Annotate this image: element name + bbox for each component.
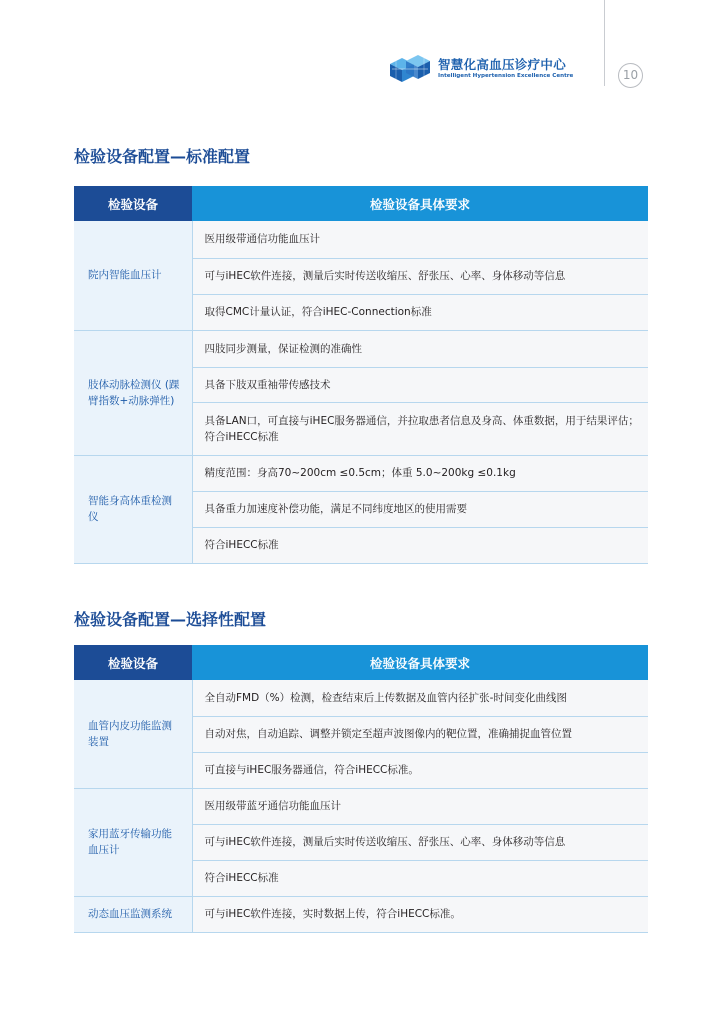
column-header-requirements: 检验设备具体要求 (192, 186, 648, 221)
requirement: 可与iHEC软件连接，测量后实时传送收缩压、舒张压、心率、身体移动等信息 (192, 824, 648, 860)
requirement: 医用级带蓝牙通信功能血压计 (192, 788, 648, 824)
header-divider (604, 0, 605, 86)
device-name: 动态血压监测系统 (74, 896, 192, 932)
requirement: 自动对焦，自动追踪、调整并锁定至超声波图像内的靶位置，准确捕捉血管位置 (192, 716, 648, 752)
requirement: 精度范围：身高70~200cm ≤0.5cm；体重 5.0~200kg ≤0.1kg (192, 455, 648, 491)
requirement: 符合iHECC标准 (192, 860, 648, 896)
device-name: 院内智能血压计 (74, 221, 192, 330)
requirement: 可与iHEC软件连接，实时数据上传，符合iHECC标准。 (192, 896, 648, 932)
requirement: 符合iHECC标准 (192, 527, 648, 563)
requirement: 四肢同步测量，保证检测的准确性 (192, 330, 648, 367)
optional-config-table (74, 645, 648, 933)
column-header-device: 检验设备 (74, 645, 192, 680)
page-number: 10 (618, 63, 643, 88)
table-row (74, 680, 648, 716)
column-header-requirements: 检验设备具体要求 (192, 645, 648, 680)
standard-config-table (74, 186, 648, 564)
requirement: 全自动FMD（%）检测，检查结束后上传数据及血管内径扩张-时间变化曲线图 (192, 680, 648, 716)
device-name: 血管内皮功能监测装置 (74, 680, 192, 788)
table-row (74, 788, 648, 824)
device-name: 家用蓝牙传输功能血压计 (74, 788, 192, 896)
column-header-device: 检验设备 (74, 186, 192, 221)
table-row (74, 221, 648, 258)
requirement: 可与iHEC软件连接，测量后实时传送收缩压、舒张压、心率、身体移动等信息 (192, 258, 648, 294)
brand (386, 53, 600, 89)
cube-logo-icon (386, 53, 434, 85)
table-header-row (74, 645, 648, 680)
table-row (74, 330, 648, 367)
brand-name-cn: 智慧化高血压诊疗中心 (438, 57, 567, 72)
requirement: 具备下肢双重袖带传感技术 (192, 367, 648, 402)
requirement: 取得CMC计量认证，符合iHEC-Connection标准 (192, 294, 648, 330)
section-title-standard: 检验设备配置—标准配置 (74, 147, 251, 166)
section-title-optional: 检验设备配置—选择性配置 (74, 610, 267, 629)
requirement: 可直接与iHEC服务器通信，符合iHECC标准。 (192, 752, 648, 788)
requirement: 具备LAN口，可直接与iHEC服务器通信，并拉取患者信息及身高、体重数据，用于结果评估；符合iHECC标准 (192, 402, 648, 455)
table-row (74, 455, 648, 491)
device-name: 智能身高体重检测仪 (74, 455, 192, 563)
table-row (74, 896, 648, 932)
device-name: 肢体动脉检测仪 (踝臂指数+动脉弹性) (74, 330, 192, 455)
requirement: 具备重力加速度补偿功能，满足不同纬度地区的使用需要 (192, 491, 648, 527)
table-header-row (74, 186, 648, 221)
requirement: 医用级带通信功能血压计 (192, 221, 648, 258)
brand-name-en: Intelligent Hypertension Excellence Centre (438, 73, 574, 79)
